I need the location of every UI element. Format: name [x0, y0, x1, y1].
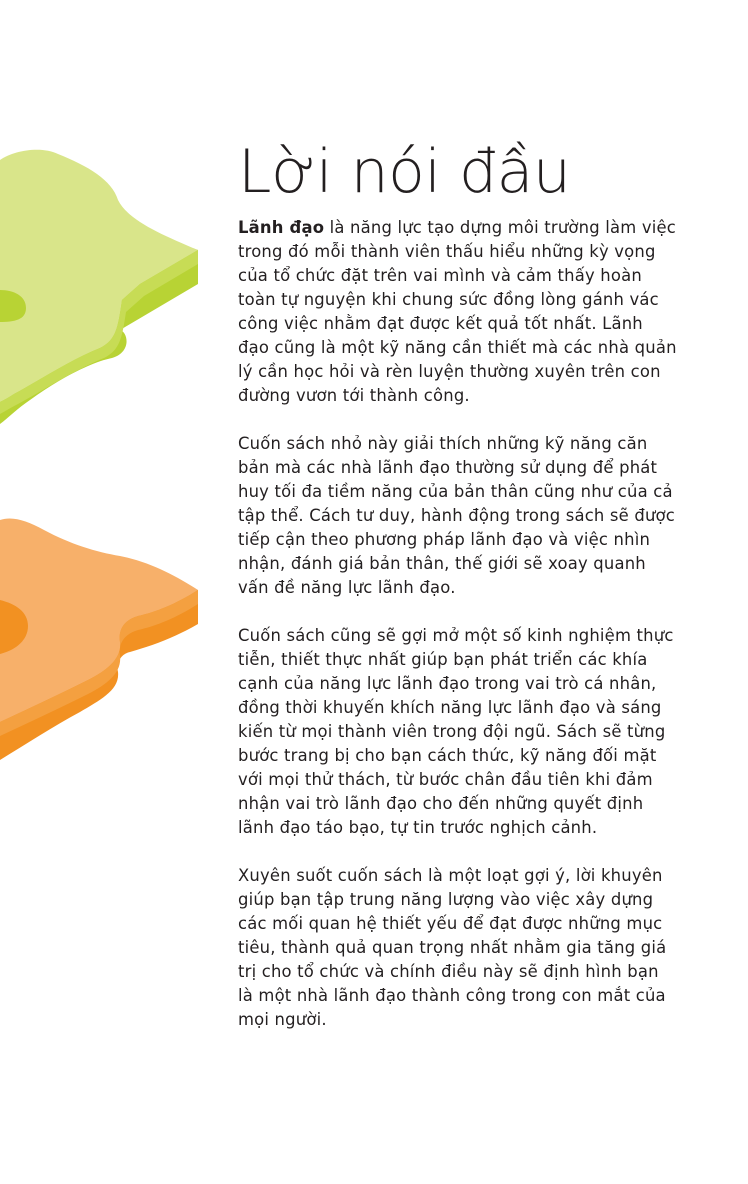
- paragraph-1-text: là năng lực tạo dựng môi trường làm việc trong đó mỗi thành viên thấu hiểu những kỳ vọng của tổ chức đặt trên vai mình và cảm thấy hoàn toàn tự nguyện khi chung sức đồng lòng gánh vác công việc nhằm đạt được kết quả tốt nhất. Lãnh đạo cũng là một kỹ năng cần thiết mà các nhà quản lý cần học hỏi và rèn luyện thường xuyên trên con đường vươn tới thành công.: [238, 218, 677, 405]
- orange-puzzle-piece-icon: [0, 518, 198, 760]
- page-title: Lời nói đầu: [238, 137, 571, 207]
- paragraph-1: [238, 216, 678, 408]
- paragraph-2: Cuốn sách nhỏ này giải thích những kỹ năng căn bản mà các nhà lãnh đạo thường sử dụng để phát huy tối đa tiềm năng của bản thân cũng như của cả tập thể. Cách tư duy, hành động trong sách sẽ được tiếp cận theo phương pháp lãnh đạo và việc nhìn nhận, đánh giá bản thân, thế giới sẽ xoay quanh vấn đề năng lực lãnh đạo.: [238, 434, 675, 597]
- foreword-content: [238, 136, 678, 1056]
- paragraph-3: Cuốn sách cũng sẽ gợi mở một số kinh nghiệm thực tiễn, thiết thực nhất giúp bạn phát triển các khía cạnh của năng lực lãnh đạo trong vai trò cá nhân, đồng thời khuyến khích năng lực lãnh đạo và sáng kiến từ mọi thành viên trong đội ngũ. Sách sẽ từng bước trang bị cho bạn cách thức, kỹ năng đối mặt với mọi thử thách, từ bước chân đầu tiên khi đảm nhận vai trò lãnh đạo cho đến những quyết định lãnh đạo táo bạo, tự tin trước nghịch cảnh.: [238, 626, 674, 837]
- green-puzzle-piece-icon: [0, 150, 198, 424]
- paragraph-lead-term: Lãnh đạo: [238, 218, 325, 237]
- paragraph-4: Xuyên suốt cuốn sách là một loạt gợi ý, lời khuyên giúp bạn tập trung năng lượng vào việc xây dựng các mối quan hệ thiết yếu để đạt được những mục tiêu, thành quả quan trọng nhất nhằm gia tăng giá trị cho tổ chức và chính điều này sẽ định hình bạn là một nhà lãnh đạo thành công trong con mắt của mọi người.: [238, 866, 667, 1029]
